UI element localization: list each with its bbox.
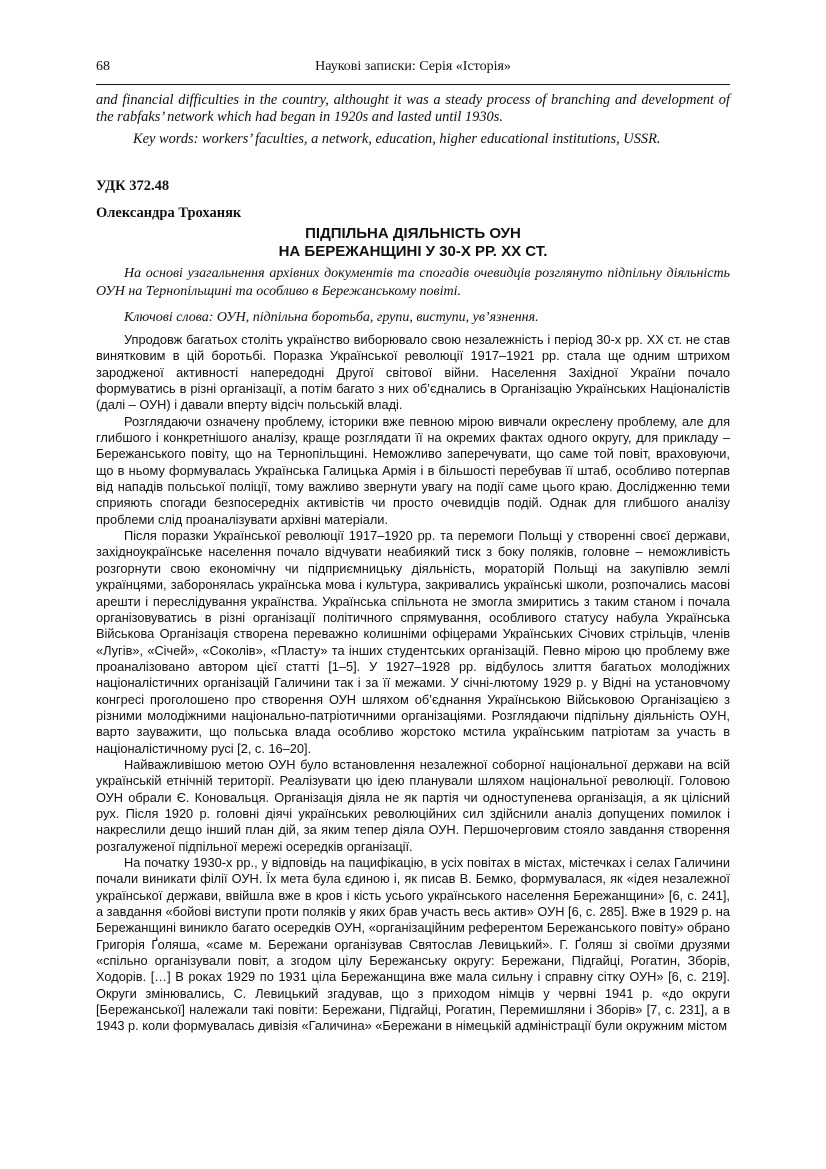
article-title: [96, 225, 730, 261]
article-body: [96, 332, 730, 1035]
header-rule: [96, 84, 730, 85]
title-line-2: НА БЕРЕЖАНЩИНІ У 30-Х РР. ХХ СТ.: [278, 243, 548, 260]
previous-keywords: Key words: workers’ faculties, a network, education, higher educational institutions, USSR.: [133, 131, 661, 147]
paragraph: Після поразки Української революції 1917–1920 рр. та перемоги Польщі у створенні своєї держави, західноукраїнське населення почало відчувати неабиякий тиск з боку поляків, головне – неможливість розгорнути свою економічну чи підприємницьку діяльність, мораторій Польщі на закупівлю землі українцями, заборонялась українська мова і культура, закривались українські школи, розпочались масові арешти і переслідування українства. Українська спільнота не змогла змиритись з таким станом і почала організовуватись в різні організації політичного спрямування, особливого статусу набула Українська Військова Організація створена переважно колишніми офіцерами Українських Січових стрільців, членів «Лугів», «Січей», «Соколів», «Пласту» та інших студентських організацій. Певно мірою цю проблему вже проаналізовано автором цієї статті [1–5]. У 1927–1928 рр. відбулось злиття багатьох молодіжних націоналістичних організацій Галичини так і за її межами. У січні-лютому 1929 р. у Відні на установчому конгресі проголошено про створення ОУН шляхом об’єднання Українською Військовою Організацією з різними молодіжними національно-патріотичними організаціями. Розглядаючи підпільну діяльність ОУН, варто зауважити, що польська влада особливо жорстоко мстила українським патріотам за участь в націоналістичному русі [2, с. 16–20].: [96, 528, 730, 756]
paragraph: На початку 1930-х рр., у відповідь на пацифікацію, в усіх повітах в містах, містечках і селах Галичини почали виникати філії ОУН. Їх мета була єдиною і, як писав В. Бемко, формувалася, як «ідея незалежної української держави, ввійшла вже в кров і кість усього українського населення Бережанщини» [6, с. 241], а завдання «бойові виступи проти поляків у яких брав участь весь актив» ОУН [6, с. 285]. Вже в 1929 р. на Бережанщині виникло багато осередків ОУН, «організаційним референтом Бережанського повіту» обрано Григорія Ґоляша, «саме м. Бережани організував Святослав Левицький». Г. Ґоляш зі своїми друзями «спільно організували повіт, а згодом цілу Бережанську округу: Бережани, Підгайці, Рогатин, Зборів, Ходорів. […] В роках 1929 по 1931 ціла Бережанщина вже мала сильну і справну сітку ОУН» [6, с. 219]. Округи змінювались, С. Левицький згадував, що з приходом німців у червні 1941 р. «до округи [Бережанської] належали такі повіти: Бережани, Підгайці, Рогатин, Перемишляни і Зборів» [7, с. 231], а в 1943 р. коли формувалась дивізія «Галичина» «Бережани в німецькій адміністрації були окружним містом: [96, 855, 730, 1034]
title-line-1: ПІДПІЛЬНА ДІЯЛЬНІСТЬ ОУН: [305, 225, 521, 242]
article-abstract: На основі узагальнення архівних документів та спогадів очевидців розглянуто підпільну діяльність ОУН на Тернопільщині та особливо в Бережанському повіті.: [96, 266, 730, 299]
previous-abstract-end: and financial difficulties in the country, althought it was a steady process of branching and development of the rabfaks’ network which had began in 1920s and lasted until 1930s.: [96, 92, 730, 125]
author-name: Олександра Троханяк: [96, 205, 242, 221]
article-keywords: Ключові слова: ОУН, підпільна боротьба, групи, виступи, ув’язнення.: [124, 310, 539, 325]
udc-code: УДК 372.48: [96, 178, 170, 194]
journal-title: Наукові записки: Серія «Історія»: [315, 59, 511, 74]
page-number: 68: [96, 59, 110, 74]
paragraph: Найважливішою метою ОУН було встановлення незалежної соборної національної держави на всій українській етнічній території. Реалізувати цю ідею планували шляхом національної революції. Головою ОУН обрали Є. Коновальця. Організація діяла не як партія чи одноступенева організація, а як цілісний рух. Після 1920 р. головні діячі українських революційних сил здійснили аналіз допущених помилок і накреслили дещо інший план дій, за яким тепер діяла ОУН. Першочерговим стояло завдання створення розгалуженої підпільної мережі осередків організації.: [96, 756, 730, 854]
paragraph: Розглядаючи означену проблему, історики вже певною мірою вивчали окреслену проблему, але для глибшого і конкретнішого аналізу, краще розглядати її на окремих фактах одного округу, для прикладу – Бережанського повіту, що на Тернопільщині. Неможливо заперечувати, що саме той повіт, враховуючи, що в ньому формувалась Українська Галицька Армія і в більшості перебував її штаб, особливо потерпав від нападів польської поліції, тому важливо звернути увагу на події саме цього краю. Дослідженню теми сприяють спогади безпосередніх активістів чи просто очевидців подій. Однак для глибшого аналізу проблеми слід проаналізувати архівні матеріали.: [96, 413, 730, 527]
paragraph: Упродовж багатьох століть українство виборювало свою незалежність і період 30-х рр. ХХ ст. не став винятковим в цій боротьбі. Поразка Української революції 1917–1921 рр. стала ще одним штрихом зародженої активності напередодні Другої світової війни. Населення Західної України почало формуватись в різні організації, а потім багато з них об’єднались в Організацію Українських Націоналістів (далі – ОУН) і давали вперту відсіч польській владі.: [96, 332, 730, 413]
